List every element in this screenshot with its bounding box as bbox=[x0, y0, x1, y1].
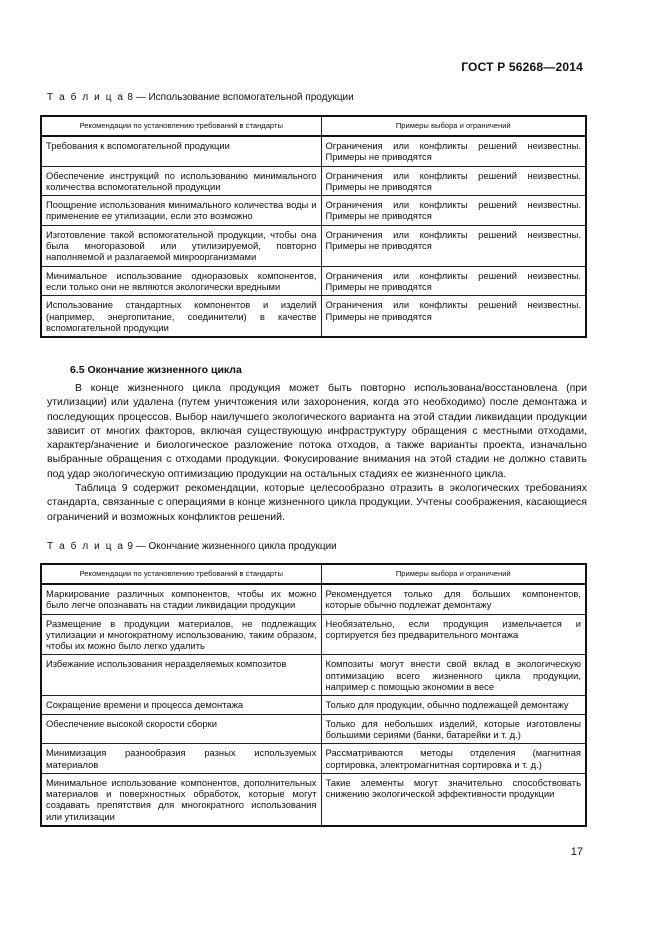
table8-caption-text: 8 — Использование вспомогательной продукции bbox=[127, 92, 354, 103]
table9-col2-header: Примеры выбора и ограничений bbox=[321, 564, 586, 584]
table8-recommendation-cell: Минимальное использование одноразовых компонентов, если только они не являются экологически вредными bbox=[41, 266, 321, 296]
table8-recommendation-cell: Требования к вспомогательной продукции bbox=[41, 136, 321, 166]
table8-recommendation-cell: Обеспечение инструкций по использованию минимального количества вспомогательной продукции bbox=[41, 166, 321, 196]
table8 bbox=[40, 115, 587, 338]
table-row bbox=[41, 744, 586, 774]
table-row bbox=[41, 773, 586, 826]
table9-example-cell: Такие элементы могут значительно способствовать снижению экологической эффективности продукции bbox=[321, 773, 586, 826]
table9-example-cell: Рекомендуется только для больших компонентов, которые обычно подлежат демонтажу bbox=[321, 584, 586, 614]
table8-example-cell: Ограничения или конфликты решений неизвестны. Примеры не приводятся bbox=[321, 296, 586, 337]
body-text bbox=[47, 381, 587, 524]
paragraph: В конце жизненного цикла продукция может быть повторно использована/восстановлена (при утилизации) или удалена (путем уничтожения или захоронения, когда это необходимо) после демонтажа и последующих процессов. Выбор наилучшего экологического варианта на этой стадии ликвидации продукции зависит от многих факторов, включая существующую инфраструктуру обращения с местными отходами, характер/значение и биологическое разложение потока отходов, а также варианты проекта, изначально выбранные обращения с отходами продукции. Фокусирование внимания на этой стадии не должно ставить под удар экологическую оптимизацию продукции на остальных стадиях ее жизненного цикла. bbox=[47, 382, 587, 480]
table-row bbox=[41, 584, 586, 614]
table-row bbox=[41, 166, 586, 196]
table-row bbox=[41, 196, 586, 226]
table9-header-row bbox=[41, 564, 586, 584]
table8-example-cell: Ограничения или конфликты решений неизвестны. Примеры не приводятся bbox=[321, 136, 586, 166]
table8-example-cell: Ограничения или конфликты решений неизвестны. Примеры не приводятся bbox=[321, 196, 586, 226]
table8-col2-header: Примеры выбора и ограничений bbox=[321, 116, 586, 136]
table-row bbox=[41, 296, 586, 337]
table8-example-cell: Ограничения или конфликты решений неизвестны. Примеры не приводятся bbox=[321, 266, 586, 296]
table9-recommendation-cell: Сокращение времени и процесса демонтажа bbox=[41, 696, 321, 714]
paragraph: Таблица 9 содержит рекомендации, которые целесообразно отразить в экологических требованиях стандарта, связанные с операциями в конце жизненного цикла продукции. Учтены соображения, касающиеся ограничений и возможных конфликтов решений. bbox=[47, 482, 587, 523]
table9-col1-header: Рекомендации по установлению требований в стандарты bbox=[41, 564, 321, 584]
table9-example-cell: Необязательно, если продукция измельчается и сортируется без предварительного монтажа bbox=[321, 614, 586, 655]
table8-example-cell: Ограничения или конфликты решений неизвестны. Примеры не приводятся bbox=[321, 166, 586, 196]
table8-example-cell: Ограничения или конфликты решений неизвестны. Примеры не приводятся bbox=[321, 225, 586, 266]
table8-caption bbox=[47, 92, 354, 103]
table8-header-row bbox=[41, 116, 586, 136]
table9-example-cell: Рассматриваются методы отделения (магнитная сортировка, электромагнитная сортировка и т. д.) bbox=[321, 744, 586, 774]
table-row bbox=[41, 266, 586, 296]
table8-caption-prefix: Т а б л и ц а bbox=[47, 92, 125, 103]
table8-col1-header: Рекомендации по установлению требований в стандарты bbox=[41, 116, 321, 136]
document-code: ГОСТ Р 56268—2014 bbox=[461, 60, 583, 74]
table8-recommendation-cell: Использование стандартных компонентов и изделий (например, энергопитание, соединители) в качестве вспомогательной продукции bbox=[41, 296, 321, 337]
table9-caption bbox=[47, 541, 337, 552]
page-number: 17 bbox=[570, 846, 583, 858]
section-title: 6.5 Окончание жизненного цикла bbox=[70, 364, 242, 376]
table9-recommendation-cell: Избежание использования неразделяемых композитов bbox=[41, 655, 321, 696]
table9-recommendation-cell: Обеспечение высокой скорости сборки bbox=[41, 714, 321, 744]
table9-recommendation-cell: Минимизация разнообразия разных используемых материалов bbox=[41, 744, 321, 774]
table9 bbox=[40, 563, 587, 827]
table9-caption-text: 9 — Окончание жизненного цикла продукции bbox=[127, 541, 337, 552]
table9-recommendation-cell: Минимальное использование компонентов, дополнительных материалов и поверхностных обработок, которые могут создавать препятствия для многократного использования или утилизации bbox=[41, 773, 321, 826]
table-row bbox=[41, 714, 586, 744]
table9-example-cell: Только для продукции, обычно подлежащей демонтажу bbox=[321, 696, 586, 714]
table8-recommendation-cell: Поощрение использования минимального количества воды и применение ее утилизации, если это возможно bbox=[41, 196, 321, 226]
table-row bbox=[41, 225, 586, 266]
table-row bbox=[41, 614, 586, 655]
table9-recommendation-cell: Маркирование различных компонентов, чтобы их можно было легче опознавать на стадии ликвидации продукции bbox=[41, 584, 321, 614]
table9-example-cell: Только для небольших изделий, которые изготовлены большими сериями (банки, батарейки и т. д.) bbox=[321, 714, 586, 744]
table9-example-cell: Композиты могут внести свой вклад в экологическую оптимизацию всего жизненного цикла продукции, например с помощью экономии в весе bbox=[321, 655, 586, 696]
table8-recommendation-cell: Изготовление такой вспомогательной продукции, чтобы она была многоразовой или утилизируемой, повторно наполняемой и разлагаемой микроорганизмами bbox=[41, 225, 321, 266]
table-row bbox=[41, 136, 586, 166]
table9-caption-prefix: Т а б л и ц а bbox=[47, 541, 125, 552]
table-row bbox=[41, 696, 586, 714]
table-row bbox=[41, 655, 586, 696]
table9-recommendation-cell: Размещение в продукции материалов, не подлежащих утилизации и многократному использованию, таким образом, чтобы их можно было легко удалить bbox=[41, 614, 321, 655]
